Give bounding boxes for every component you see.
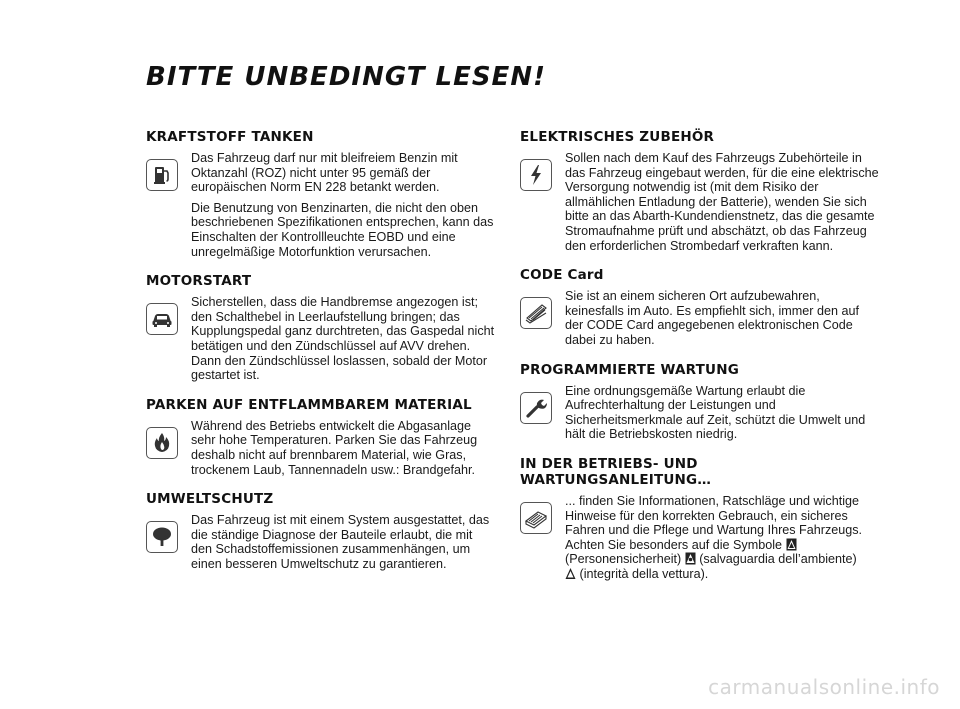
section-environment (146, 491, 496, 571)
car-icon (146, 303, 178, 335)
section-paragraph: Während des Betriebs entwickelt die Abgasanlage sehr hohe Temperaturen. Parken Sie das Fahrzeug deshalb nicht auf brennbarem Material, wie Gras, trockenem Laub, Tannennadeln usw.: Brandgefahr. (191, 418, 478, 477)
section-paragraph: Das Fahrzeug darf nur mit bleifreiem Benzin mit Oktanzahl (ROZ) nicht unter 95 gemäß der europäischen Norm EN 228 betankt werden. (191, 151, 458, 195)
section-heading: IN DER BETRIEBS- UND WARTUNGSANLEITUNG… (520, 455, 712, 488)
section-parking (146, 397, 496, 477)
section-heading: UMWELTSCHUTZ (146, 491, 274, 508)
section-paragraph (565, 494, 880, 582)
vehicle-integrity-symbol-icon (565, 567, 576, 580)
section-heading: PROGRAMMIERTE WARTUNG (520, 361, 739, 378)
manual-environment: (salvaguardia dell’ambiente) (699, 552, 857, 567)
section-paragraph: Sollen nach dem Kauf des Fahrzeugs Zubehörteile in das Fahrzeug eingebaut werden, für die eine elektrische Versorgung notwendig ist (mit dem Risiko der allmählichen Entladung der Batterie), wenden Sie sich bitte an das Abarth-Kundendienstnetz, das die gesamte Stromaufnahme prüft und abschätzt, ob das Fahrzeug den erforderlichen Strombedarf verkraften kann. (565, 151, 879, 253)
manual-vehicle: (integrità della vettura). (579, 566, 709, 581)
flame-icon (146, 427, 178, 459)
left-column (146, 129, 496, 585)
section-heading: PARKEN AUF ENTFLAMMBAREM MATERIAL (146, 396, 472, 413)
right-column (520, 129, 880, 595)
section-paragraph: Eine ordnungsgemäße Wartung erlaubt die Aufrechterhaltung der Leistungen und Sicherheitsmerkmale auf Zeit, schützt die Umwelt und hält die Betriebskosten niedrig. (565, 383, 866, 442)
section-paragraph: Sie ist an einem sicheren Ort aufzubewahren, keinesfalls im Auto. Es empfiehlt sich, immer den auf der CODE Card angegebenen elektronischen Code dabei zu haben. (565, 289, 859, 347)
section-paragraph: Die Benutzung von Benzinarten, die nicht den oben beschriebenen Spezifikationen entsprechen, kann das Einschalten der Kontrollleuchte EOBD und eine unregelmäßige Motorfunktion verursachen. (191, 200, 494, 259)
page-title: BITTE UNBEDINGT LESEN! (146, 62, 546, 92)
section-heading: KRAFTSTOFF TANKEN (146, 129, 314, 145)
personal-safety-symbol-icon (786, 538, 797, 551)
manual-personal: (Personensicherheit) (565, 552, 682, 567)
manual-book-icon (520, 502, 552, 534)
section-paragraph: Sicherstellen, dass die Handbremse angezogen ist; den Schalthebel in Leerlaufstellung bringen; das Kupplungspedal ganz durchtreten, das Gaspedal nicht betätigen und den Zündschlüssel auf AVV drehen. Dann den Zündschlüssel loslassen, sobald der Motor gestartet ist. (191, 295, 495, 383)
lightning-icon (520, 159, 552, 191)
section-heading: ELEKTRISCHES ZUBEHÖR (520, 129, 715, 145)
section-paragraph: Das Fahrzeug ist mit einem System ausgestattet, das die ständige Diagnose der Bauteile erlaubt, die mit den Schadstoffemissionen zusammenhängen, um einen besseren Umweltschutz zu garantieren. (191, 513, 490, 571)
tree-icon (146, 521, 178, 553)
section-heading: CODE Card (520, 267, 604, 284)
section-fuel (146, 129, 496, 259)
section-engine-start (146, 273, 496, 383)
code-card-icon (520, 297, 552, 329)
section-manual (520, 456, 880, 582)
wrench-icon (520, 392, 552, 424)
manual-intro: ... finden Sie Informationen, Ratschläge und wichtige Hinweise für den korrekten Gebrauch, ein sicheres Fahren und die Pflege und Wartung Ihres Fahrzeugs. Achten Sie besonders auf die Symbole (565, 493, 863, 552)
section-maintenance (520, 362, 880, 442)
environment-symbol-icon (685, 552, 696, 565)
watermark-text: carmanualsonline.info (708, 675, 940, 699)
section-heading: MOTORSTART (146, 273, 252, 290)
section-electrical (520, 129, 880, 253)
fuel-pump-icon (146, 159, 178, 191)
section-code-card (520, 267, 880, 347)
